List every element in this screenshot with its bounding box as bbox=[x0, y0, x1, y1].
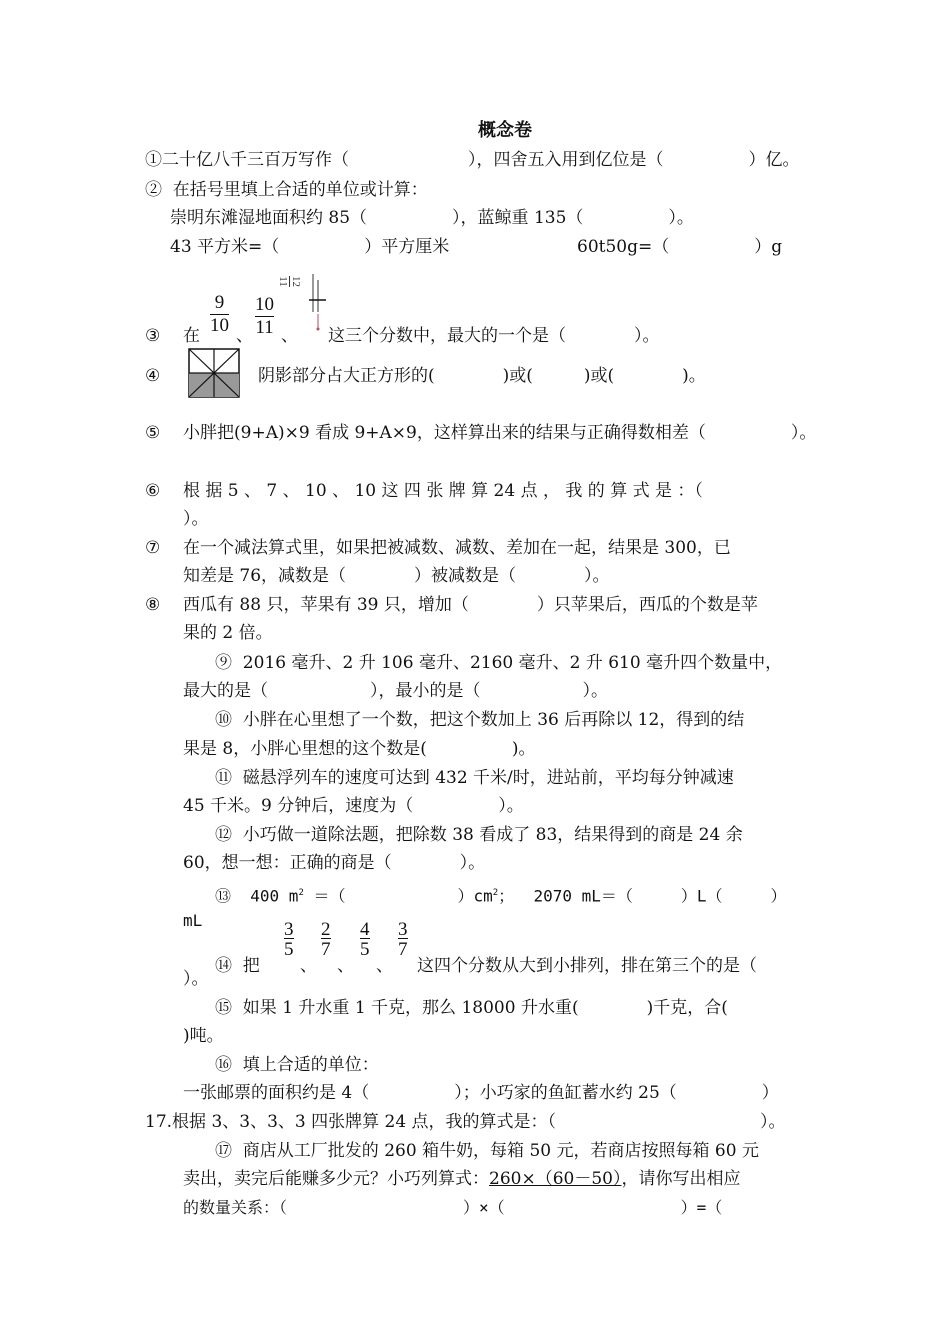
fraction-12-11-rotated bbox=[277, 276, 302, 287]
q13-superscript-2: 2 bbox=[492, 888, 499, 898]
fraction-denominator: 11 bbox=[255, 317, 274, 338]
fraction-bar bbox=[289, 276, 290, 287]
q13-part-2: ＝（ ）cm bbox=[303, 886, 493, 906]
q17b-line-2-prefix: 卖出，卖完后能赚多少元？小巧列算式： bbox=[183, 1169, 489, 1189]
question-11-line-2: 45 千米。9 分钟后，速度为（ ）。 bbox=[183, 796, 524, 816]
question-13-line-2: mL bbox=[183, 911, 203, 930]
question-3-number: ③ bbox=[145, 326, 161, 346]
separator: 、 bbox=[376, 956, 393, 976]
question-14-text: 这四个分数从大到小排列，排在第三个的是（ bbox=[417, 956, 757, 976]
fraction-numerator: 4 bbox=[360, 919, 370, 940]
question-15-line-2: )吨。 bbox=[183, 1026, 224, 1046]
separator: 、 bbox=[300, 956, 317, 976]
fraction-denominator: 7 bbox=[398, 939, 408, 960]
question-9-line-1: ⑨ 2016 毫升、2 升 106 毫升、2160 毫升、2 升 610 毫升四个数量中， bbox=[215, 653, 783, 673]
question-17-24-point: 17.根据 3、3、3、3 四张牌算 24 点，我的算式是：（ ）。 bbox=[145, 1112, 786, 1132]
question-17b-line-1: ⑰ 商店从工厂批发的 260 箱牛奶，每箱 50 元，若商店按照每箱 60 元 bbox=[215, 1141, 759, 1161]
fraction-denominator: 7 bbox=[321, 939, 331, 960]
question-4-number: ④ bbox=[145, 366, 161, 386]
fraction-denominator: 10 bbox=[210, 315, 229, 336]
question-7-line-1: 在一个减法算式里，如果把被减数、减数、差加在一起，结果是 300，已 bbox=[183, 538, 731, 558]
question-17b-line-3: 的数量关系：（ ）×（ ）=（ bbox=[183, 1198, 723, 1217]
fraction-numerator: 9 bbox=[214, 292, 225, 313]
fraction-10-11 bbox=[255, 294, 274, 339]
question-1: ①二十亿八千三百万写作（ ），四舍五入用到亿位是（ ）亿。 bbox=[145, 150, 800, 170]
question-7-number: ⑦ bbox=[145, 538, 161, 558]
fraction-3-5 bbox=[284, 919, 294, 961]
page-title: 概念卷 bbox=[478, 120, 532, 141]
question-11-line-1: ⑪ 磁悬浮列车的速度可达到 432 千米/时，进站前，平均每分钟减速 bbox=[215, 768, 734, 788]
question-5-number: ⑤ bbox=[145, 423, 161, 443]
question-15-line-1: ⑮ 如果 1 升水重 1 千克，那么 18000 升水重( )千克，合( bbox=[215, 998, 728, 1018]
question-8-line-1: 西瓜有 88 只，苹果有 39 只，增加（ ）只苹果后，西瓜的个数是苹 bbox=[183, 595, 758, 615]
fraction-numerator: 3 bbox=[398, 919, 408, 940]
q13-part-3: ； 2070 mL＝（ ）L（ ） bbox=[498, 886, 787, 906]
question-12-line-2: 60，想一想：正确的商是（ ）。 bbox=[183, 853, 486, 873]
question-9-line-2: 最大的是（ ），最小的是（ ）。 bbox=[183, 681, 608, 701]
question-16-line-1: ⑯ 填上合适的单位： bbox=[215, 1055, 379, 1075]
question-4-text: 阴影部分占大正方形的( )或( )或( )。 bbox=[258, 366, 706, 386]
question-2-heading: ② 在括号里填上合适的单位或计算： bbox=[145, 180, 428, 200]
question-10-line-1: ⑩ 小胖在心里想了一个数，把这个数加上 36 后再除以 12，得到的结 bbox=[215, 710, 745, 730]
question-14-line-2: ）。 bbox=[183, 969, 209, 989]
question-6-line-1: 根 据 5 、 7 、 10 、 10 这 四 张 牌 算 24 点 ， 我 的 算 式 是 ：（ bbox=[183, 481, 703, 501]
separator: 、 bbox=[236, 326, 253, 346]
q13-superscript-1: 2 bbox=[298, 888, 304, 898]
question-8-number: ⑧ bbox=[145, 595, 161, 615]
fraction-denominator: 5 bbox=[360, 939, 370, 960]
question-7-line-2: 知差是 76，减数是（ ）被减数是（ ）。 bbox=[183, 566, 610, 586]
question-13-line-1 bbox=[215, 882, 787, 907]
q13-part-1: ⑬ 400 m bbox=[215, 886, 299, 906]
question-12-line-1: ⑫ 小巧做一道除法题，把除数 38 看成了 83，结果得到的商是 24 余 bbox=[215, 825, 743, 845]
separator: 、 bbox=[337, 956, 354, 976]
question-17b-line-2 bbox=[183, 1168, 740, 1190]
fraction-numerator: 10 bbox=[255, 294, 274, 315]
fraction-denominator: 5 bbox=[284, 939, 294, 960]
question-10-line-2: 果是 8，小胖心里想的这个数是( )。 bbox=[183, 739, 536, 759]
fraction-4-5 bbox=[360, 919, 370, 961]
question-8-line-2: 果的 2 倍。 bbox=[183, 623, 273, 643]
fraction-numerator: 3 bbox=[284, 919, 294, 940]
question-2-line-2a: 43 平方米=（ ）平方厘米 bbox=[170, 237, 450, 257]
question-3-text: 这三个分数中，最大的一个是（ ）。 bbox=[328, 326, 660, 346]
shaded-square-figure bbox=[188, 348, 240, 398]
question-6-number: ⑥ bbox=[145, 481, 161, 501]
question-6-line-2: ）。 bbox=[183, 509, 209, 529]
fraction-numerator: 2 bbox=[321, 919, 331, 940]
question-2-line-2b: 60t50g=（ ）g bbox=[577, 237, 783, 257]
question-2-line-1: 崇明东滩湿地面积约 85（ ），蓝鲸重 135（ ）。 bbox=[170, 208, 694, 228]
separator: 、 bbox=[281, 326, 298, 346]
question-3-prefix: 在 bbox=[183, 326, 200, 346]
fraction-2-7 bbox=[321, 919, 331, 961]
question-14-mark: ⑭ 把 bbox=[215, 956, 260, 976]
question-16-line-2: 一张邮票的面积约是 4（ ）；小巧家的鱼缸蓄水约 25（ ） bbox=[183, 1083, 779, 1103]
fraction-numerator: 12 bbox=[290, 276, 302, 287]
fraction-9-10 bbox=[210, 292, 229, 337]
q17b-line-2-suffix: ，请你写出相应 bbox=[621, 1169, 741, 1189]
fraction-3-7 bbox=[398, 919, 408, 961]
q17b-formula: 260×（60－50） bbox=[489, 1169, 622, 1189]
rotated-fraction-artifact bbox=[306, 272, 328, 334]
question-5-text: 小胖把(9+A)×9 看成 9+A×9，这样算出来的结果与正确得数相差（ ）。 bbox=[183, 423, 817, 443]
fraction-denominator: 11 bbox=[277, 276, 289, 287]
